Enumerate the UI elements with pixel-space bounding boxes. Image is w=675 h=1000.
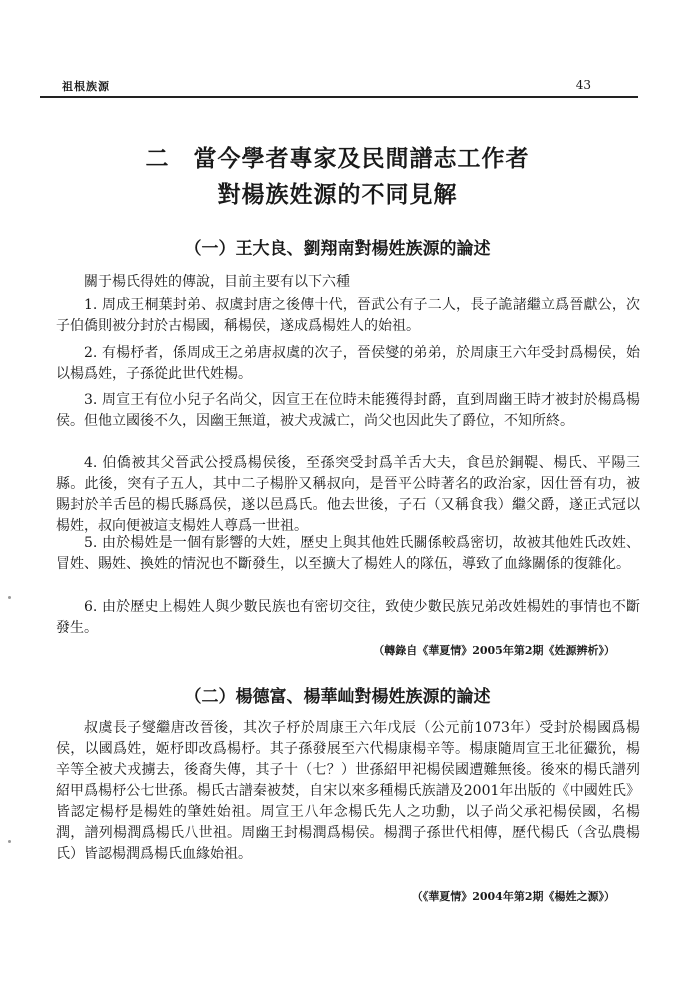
section1-item-1: 1. 周成王桐葉封弟、叔虞封唐之後傳十代，晉武公有子二人，長子詭諸繼立爲晉獻公，次子伯僑則被分封於古楊國，稱楊侯，遂成爲楊姓人的始祖。 <box>56 297 640 334</box>
chapter-title-line1: 二 當今學者專家及民間譜志工作者 <box>145 145 530 172</box>
journal-name: 祖根族源 <box>62 80 110 93</box>
page-header <box>40 76 635 96</box>
section1-intro: 關于楊氏得姓的傳說，目前主要有以下六種 <box>84 274 350 290</box>
section2-citation: （《華夏情》2004年第2期《楊姓之源》） <box>411 890 615 903</box>
chapter-title-line2: 對楊族姓源的不同見解 <box>217 181 458 208</box>
page-number: 43 <box>575 78 591 92</box>
scan-speck <box>8 840 11 843</box>
section1-heading: （一）王大良、劉翔南對楊姓族源的論述 <box>184 239 491 259</box>
section1-item-4: 4. 伯僑被其父晉武公授爲楊侯後，至孫突受封爲羊舌大夫，食邑於銅鞮、楊氏、平陽三縣。此後，突有子五人，其中二子楊肸又稱叔向，是晉平公時著名的政治家，因仕晉有功，被賜封於羊舌邑的楊氏縣爲侯，遂以邑爲氏。他去世後，子石（又稱食我）繼父爵，遂正式冠以楊姓，叔向便被這支楊姓人尊爲一世祖。 <box>56 455 640 534</box>
section1-citation: （轉錄自《華夏情》2005年第2期《姓源辨析》） <box>373 644 615 657</box>
section1-item-3: 3. 周宣王有位小兒子名尚父，因宣王在位時未能獲得封爵，直到周幽王時才被封於楊爲楊侯。但他立國後不久，因幽王無道，被犬戎滅亡，尚父也因此失了爵位，不知所終。 <box>56 392 640 429</box>
header-rule <box>40 96 638 98</box>
scan-speck <box>8 596 11 599</box>
section2-body: 叔虞長子燮繼唐改晉後，其次子杼於周康王六年戊辰（公元前1073年）受封於楊國爲楊侯，以國爲姓，姬杼即改爲楊杼。其子孫發展至六代楊康楊辛等。楊康隨周宣王北征玁狁，楊辛等全被犬戎擄去，後裔失傳，其子十（七？）世孫紹甲祀楊侯國遭難無後。後來的楊氏譜列紹甲爲楊杼公七世孫。楊氏古譜秦被焚，自宋以來多種楊氏族譜及2001年出版的《中國姓氏》皆認定楊杼是楊姓的肇姓始祖。周宣王八年念楊氏先人之功勳，以子尚父承祀楊侯國，名楊潤，譜列楊潤爲楊氏八世祖。周幽王封楊潤爲楊侯。楊潤子孫世代相傳，歷代楊氏（含弘農楊氏）皆認楊潤爲楊氏血緣始祖。 <box>56 720 640 862</box>
section2-heading: （二）楊德富、楊華屾對楊姓族源的論述 <box>184 687 491 707</box>
section1-item-6: 6. 由於歷史上楊姓人與少數民族也有密切交往，致使少數民族兄弟改姓楊姓的事情也不斷發生。 <box>56 599 640 636</box>
section1-item-2: 2. 有楊杼者，係周成王之弟唐叔虞的次子，晉侯燮的弟弟，於周康王六年受封爲楊侯，始以楊爲姓，子孫從此世代姓楊。 <box>56 345 640 382</box>
section1-item-5: 5. 由於楊姓是一個有影響的大姓，歷史上與其他姓氏關係較爲密切，故被其他姓氏改姓、冒姓、賜姓、換姓的情況也不斷發生，以至擴大了楊姓人的隊伍，導致了血緣關係的復雜化。 <box>56 535 640 572</box>
